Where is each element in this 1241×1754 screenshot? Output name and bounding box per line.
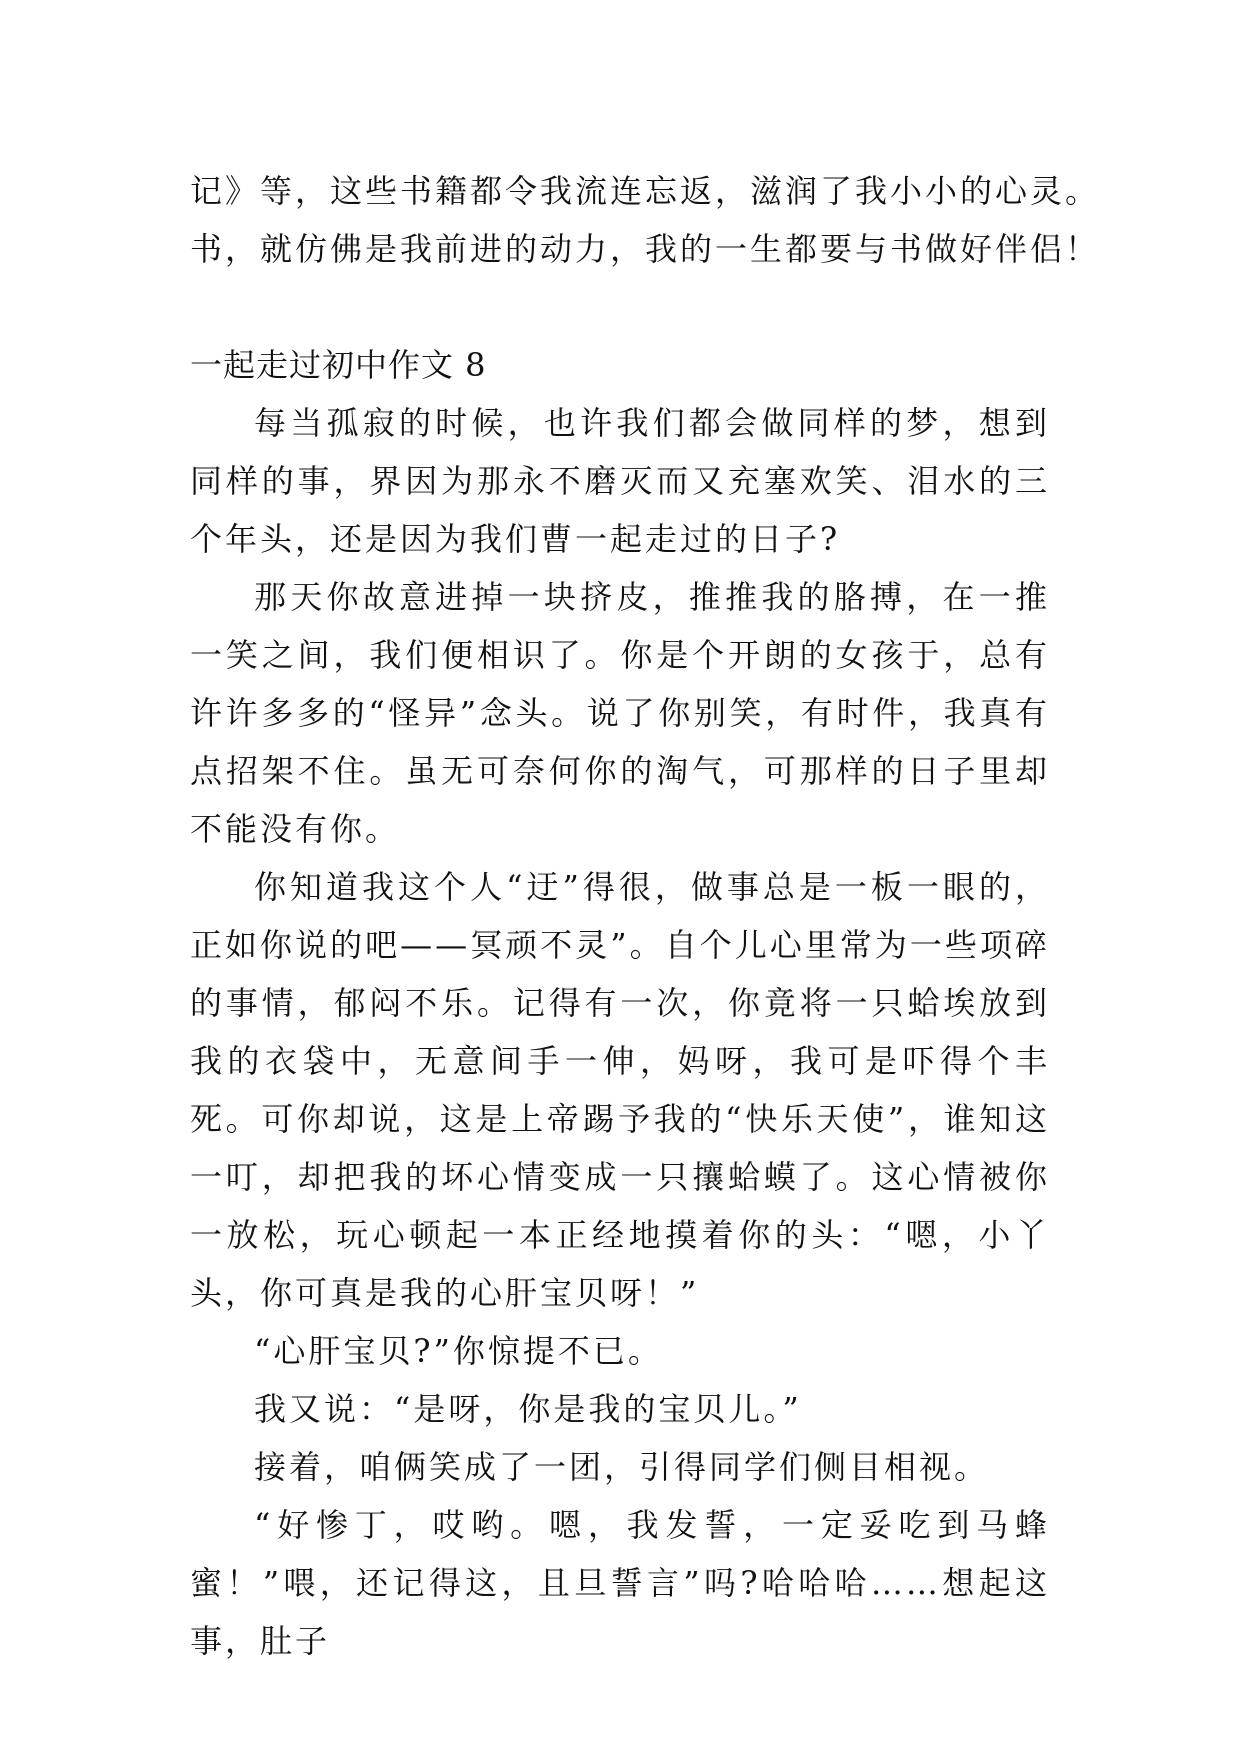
paragraph: 每当孤寂的时候，也许我们都会做同样的梦，想到同样的事，界因为那永不磨灭而又充塞欢笑、泪水的三个年头，还是因为我们曹一起走过的日子? [190,404,1050,558]
paragraph: 你知道我这个人“迂”得很，做事总是一板一眼的，正如你说的吧——冥顽不灵”。自个儿心里常为一些项碎的事情，郁闷不乐。记得有一次，你竟将一只蛤埃放到我的衣袋中，无意间手一伸，妈呀，我可是吓得个丰死。可你却说，这是上帝踢予我的“快乐天使”，谁知这一叮，却把我的坏心情变成一只攘蛤蟆了。这心情被你一放松，玩心顿起一本正经地摸着你的头：“嗯，小丫头，你可真是我的心肝宝贝呀！” [190,868,1050,1312]
section-title: 一起走过初中作文 8 [190,346,487,384]
paragraph: “好惨丁，哎哟。嗯，我发誓，一定妥吃到马蜂蜜！”喂，还记得这，且旦誓言”吗?哈哈哈……想起这事，肚子 [190,1506,1050,1660]
paragraph: “心肝宝贝?”你惊提不已。 [254,1332,663,1370]
document-body [190,162,1101,1670]
paragraph: 我又说：“是呀，你是我的宝贝儿。” [254,1390,802,1428]
blank-line [190,278,1050,336]
paragraph: 那天你故意进掉一块挤皮，推推我的胳搏，在一推一笑之间，我们便相识了。你是个开朗的女孩于，总有许许多多的“怪异”念头。说了你别笑，有时件，我真有点招架不住。虽无可奈何你的淘气，可那样的日子里却不能没有你。 [190,578,1050,848]
paragraph: 接着，咱俩笑成了一团，引得同学们侧目相视。 [254,1448,990,1486]
text-line: 记》等，这些书籍都令我流连忘返，滋润了我小小的心灵。 [190,172,1101,210]
text-line: 书，就仿佛是我前进的动力，我的一生都要与书做好伴侣！ [190,230,1101,268]
